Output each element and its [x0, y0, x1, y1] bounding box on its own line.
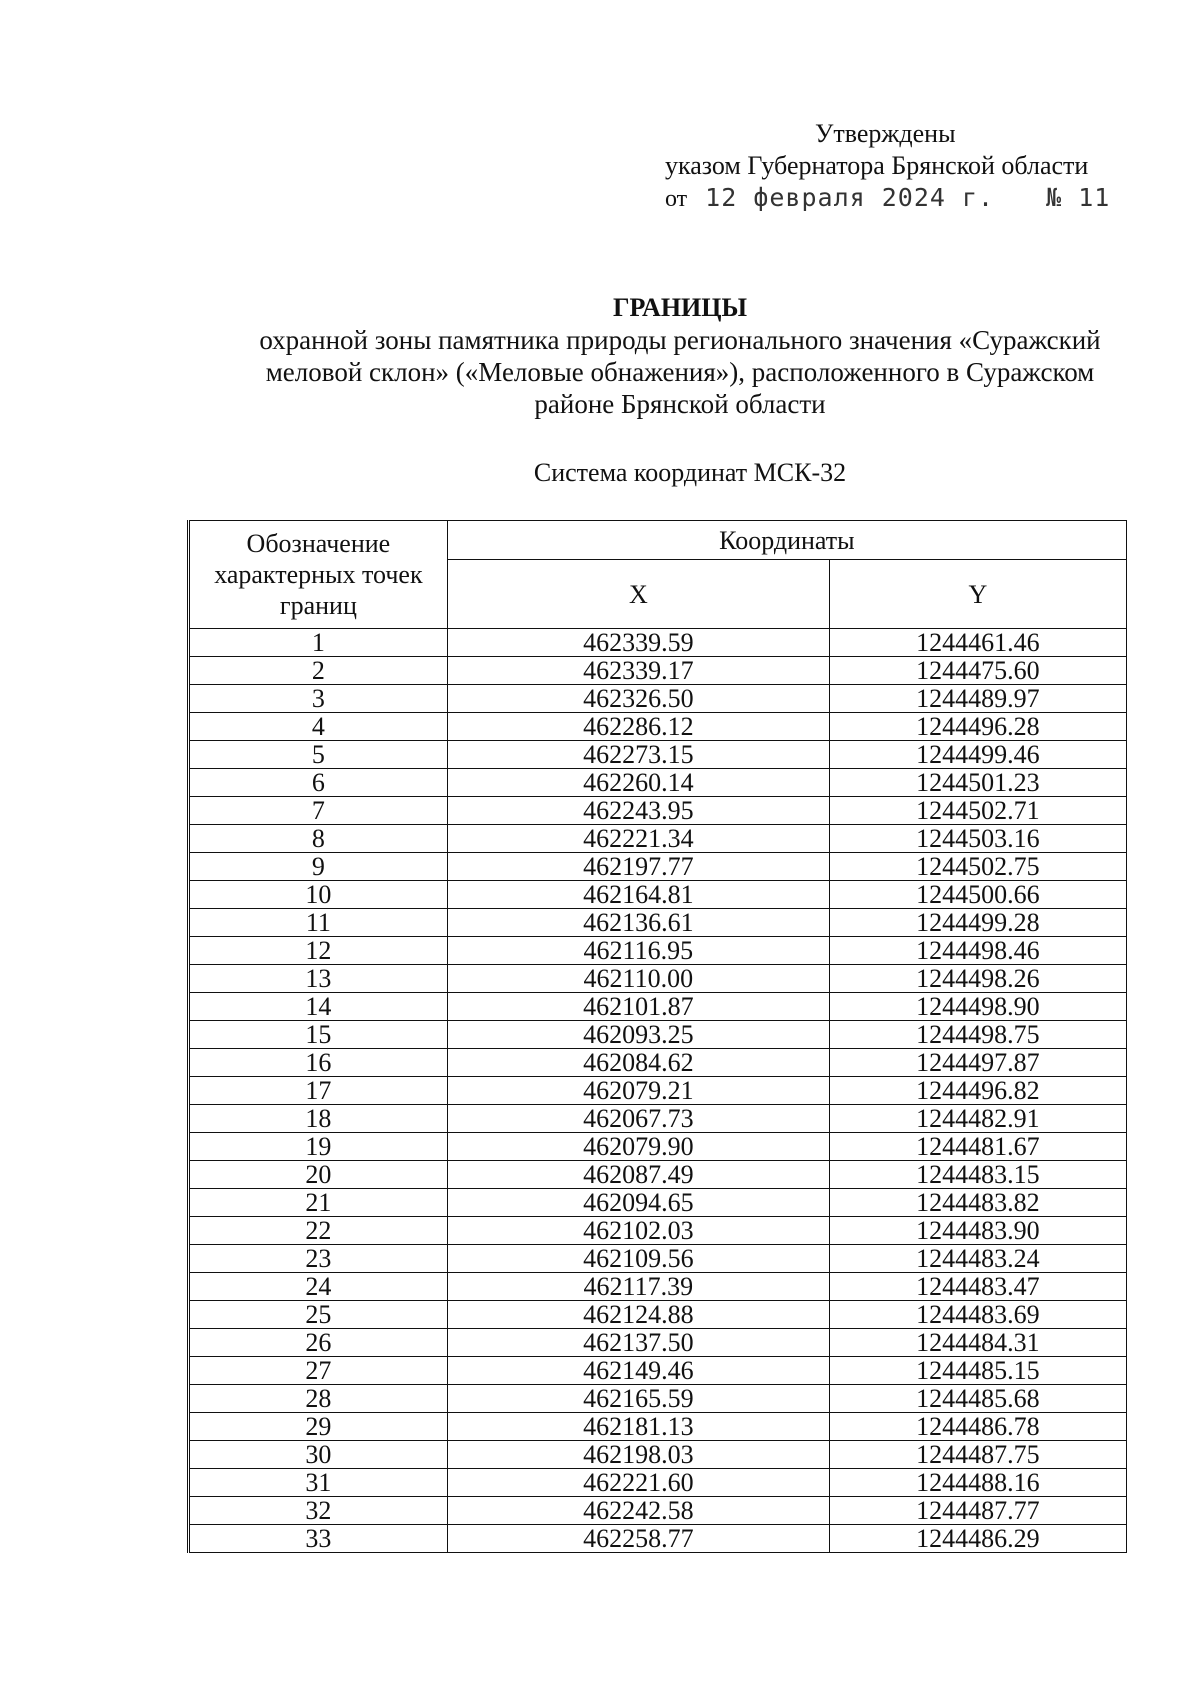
header-coordinates: Координаты: [447, 521, 1126, 560]
cell-x: 462164.81: [447, 881, 829, 909]
cell-point-number: 9: [189, 853, 448, 881]
cell-y: 1244500.66: [829, 881, 1126, 909]
table-row: [189, 629, 1127, 657]
cell-y: 1244486.78: [829, 1413, 1126, 1441]
table-row: [189, 909, 1127, 937]
cell-point-number: 15: [189, 1021, 448, 1049]
cell-y: 1244483.82: [829, 1189, 1126, 1217]
cell-point-number: 10: [189, 881, 448, 909]
cell-point-number: 26: [189, 1329, 448, 1357]
cell-x: 462084.62: [447, 1049, 829, 1077]
title-line-2: меловой склон» («Меловые обнажения»), расположенного в Суражском: [265, 357, 1095, 387]
table-row: [189, 1525, 1127, 1553]
cell-x: 462242.58: [447, 1497, 829, 1525]
cell-y: 1244498.26: [829, 965, 1126, 993]
cell-point-number: 20: [189, 1161, 448, 1189]
table-row: [189, 741, 1127, 769]
cell-point-number: 19: [189, 1133, 448, 1161]
cell-x: 462079.90: [447, 1133, 829, 1161]
cell-point-number: 25: [189, 1301, 448, 1329]
cell-x: 462221.34: [447, 825, 829, 853]
approval-block: [665, 118, 1145, 215]
cell-y: 1244496.28: [829, 713, 1126, 741]
cell-x: 462102.03: [447, 1217, 829, 1245]
table-row: [189, 1329, 1127, 1357]
cell-point-number: 27: [189, 1357, 448, 1385]
title-line-3: районе Брянской области: [534, 389, 826, 419]
cell-y: 1244483.47: [829, 1273, 1126, 1301]
title-line-1: охранной зоны памятника природы регионального значения «Суражский: [259, 325, 1101, 355]
cell-point-number: 30: [189, 1441, 448, 1469]
cell-point-number: 12: [189, 937, 448, 965]
table-row: [189, 1301, 1127, 1329]
table-row: [189, 657, 1127, 685]
header-x: X: [447, 560, 829, 629]
cell-point-number: 4: [189, 713, 448, 741]
cell-y: 1244498.46: [829, 937, 1126, 965]
cell-x: 462116.95: [447, 937, 829, 965]
cell-y: 1244499.28: [829, 909, 1126, 937]
cell-y: 1244484.31: [829, 1329, 1126, 1357]
cell-point-number: 3: [189, 685, 448, 713]
cell-y: 1244489.97: [829, 685, 1126, 713]
cell-y: 1244482.91: [829, 1105, 1126, 1133]
cell-point-number: 18: [189, 1105, 448, 1133]
cell-point-number: 31: [189, 1469, 448, 1497]
cell-point-number: 7: [189, 797, 448, 825]
cell-point-number: 13: [189, 965, 448, 993]
table-row: [189, 713, 1127, 741]
cell-point-number: 14: [189, 993, 448, 1021]
cell-x: 462339.17: [447, 657, 829, 685]
cell-point-number: 32: [189, 1497, 448, 1525]
cell-x: 462124.88: [447, 1301, 829, 1329]
table-row: [189, 1441, 1127, 1469]
cell-x: 462260.14: [447, 769, 829, 797]
cell-point-number: 23: [189, 1245, 448, 1273]
cell-y: 1244497.87: [829, 1049, 1126, 1077]
cell-y: 1244502.71: [829, 797, 1126, 825]
table-row: [189, 1161, 1127, 1189]
cell-y: 1244503.16: [829, 825, 1126, 853]
cell-x: 462137.50: [447, 1329, 829, 1357]
cell-x: 462326.50: [447, 685, 829, 713]
cell-x: 462136.61: [447, 909, 829, 937]
cell-x: 462198.03: [447, 1441, 829, 1469]
cell-point-number: 22: [189, 1217, 448, 1245]
table-row: [189, 1133, 1127, 1161]
table-row: [189, 685, 1127, 713]
cell-point-number: 24: [189, 1273, 448, 1301]
table-row: [189, 1189, 1127, 1217]
cell-x: 462149.46: [447, 1357, 829, 1385]
table-row: [189, 769, 1127, 797]
table-body: [189, 629, 1127, 1553]
cell-x: 462286.12: [447, 713, 829, 741]
approval-line-date: [665, 182, 1145, 215]
cell-x: 462117.39: [447, 1273, 829, 1301]
cell-x: 462197.77: [447, 853, 829, 881]
approval-line-approved: Утверждены: [815, 119, 956, 148]
cell-y: 1244488.16: [829, 1469, 1126, 1497]
table-row: [189, 1077, 1127, 1105]
cell-y: 1244481.67: [829, 1133, 1126, 1161]
table-row: [189, 1273, 1127, 1301]
cell-point-number: 21: [189, 1189, 448, 1217]
cell-point-number: 29: [189, 1413, 448, 1441]
cell-y: 1244496.82: [829, 1077, 1126, 1105]
approval-from-label: от: [665, 186, 688, 212]
approval-number: № 11: [1046, 183, 1111, 212]
cell-y: 1244498.75: [829, 1021, 1126, 1049]
approval-date: 12 февраля 2024 г.: [705, 183, 995, 212]
cell-y: 1244498.90: [829, 993, 1126, 1021]
cell-y: 1244483.90: [829, 1217, 1126, 1245]
cell-y: 1244485.68: [829, 1385, 1126, 1413]
cell-point-number: 11: [189, 909, 448, 937]
cell-y: 1244486.29: [829, 1525, 1126, 1553]
coordinates-table: [187, 520, 1127, 1553]
cell-point-number: 1: [189, 629, 448, 657]
cell-x: 462087.49: [447, 1161, 829, 1189]
cell-point-number: 5: [189, 741, 448, 769]
table-row: [189, 1497, 1127, 1525]
cell-point-number: 8: [189, 825, 448, 853]
table-row: [189, 797, 1127, 825]
cell-point-number: 2: [189, 657, 448, 685]
title-heading: ГРАНИЦЫ: [612, 293, 748, 322]
cell-point-number: 28: [189, 1385, 448, 1413]
cell-y: 1244485.15: [829, 1357, 1126, 1385]
cell-y: 1244487.77: [829, 1497, 1126, 1525]
cell-x: 462079.21: [447, 1077, 829, 1105]
approval-line-decree: указом Губернатора Брянской области: [665, 151, 1089, 180]
document-title: [210, 292, 1150, 420]
cell-y: 1244483.24: [829, 1245, 1126, 1273]
table-row: [189, 993, 1127, 1021]
cell-x: 462109.56: [447, 1245, 829, 1273]
cell-y: 1244483.69: [829, 1301, 1126, 1329]
table-row: [189, 1469, 1127, 1497]
cell-y: 1244475.60: [829, 657, 1126, 685]
header-y: Y: [829, 560, 1126, 629]
table-row: [189, 1021, 1127, 1049]
cell-point-number: 17: [189, 1077, 448, 1105]
table-row: [189, 881, 1127, 909]
table-row: [189, 1357, 1127, 1385]
table-row: [189, 1049, 1127, 1077]
cell-point-number: 16: [189, 1049, 448, 1077]
cell-x: 462339.59: [447, 629, 829, 657]
cell-x: 462165.59: [447, 1385, 829, 1413]
table-row: [189, 1217, 1127, 1245]
cell-x: 462243.95: [447, 797, 829, 825]
cell-x: 462067.73: [447, 1105, 829, 1133]
table-row: [189, 825, 1127, 853]
cell-y: 1244483.15: [829, 1161, 1126, 1189]
cell-x: 462101.87: [447, 993, 829, 1021]
cell-x: 462221.60: [447, 1469, 829, 1497]
cell-y: 1244487.75: [829, 1441, 1126, 1469]
table-row: [189, 853, 1127, 881]
cell-x: 462110.00: [447, 965, 829, 993]
cell-y: 1244502.75: [829, 853, 1126, 881]
table-row: [189, 965, 1127, 993]
cell-y: 1244461.46: [829, 629, 1126, 657]
table-row: [189, 1413, 1127, 1441]
table-row: [189, 1385, 1127, 1413]
coordinate-system-label: Система координат МСК-32: [533, 458, 847, 487]
cell-x: 462258.77: [447, 1525, 829, 1553]
table-row: [189, 1105, 1127, 1133]
cell-y: 1244499.46: [829, 741, 1126, 769]
cell-point-number: 33: [189, 1525, 448, 1553]
cell-y: 1244501.23: [829, 769, 1126, 797]
table-row: [189, 1245, 1127, 1273]
cell-point-number: 6: [189, 769, 448, 797]
cell-x: 462181.13: [447, 1413, 829, 1441]
cell-x: 462093.25: [447, 1021, 829, 1049]
header-point-designation: Обозначение характерных точек границ: [189, 521, 448, 629]
cell-x: 462094.65: [447, 1189, 829, 1217]
table-row: [189, 937, 1127, 965]
cell-x: 462273.15: [447, 741, 829, 769]
